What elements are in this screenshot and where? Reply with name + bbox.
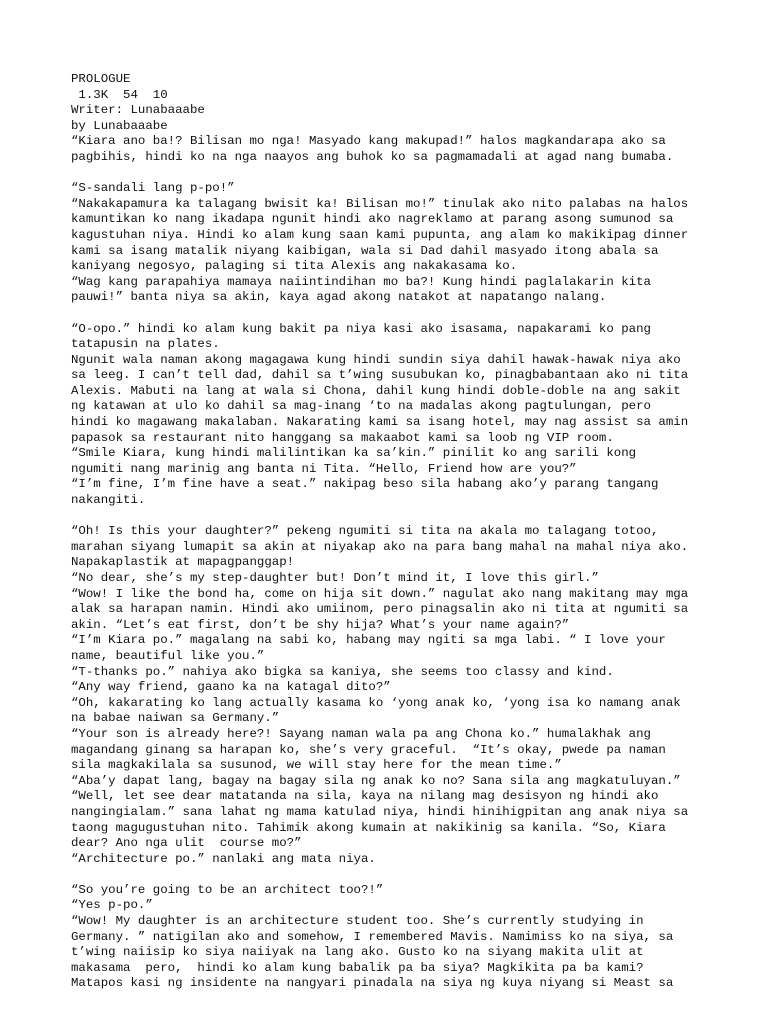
writer-credit: Writer: Lunabaaabe xyxy=(71,103,205,118)
paragraph-gap xyxy=(71,867,711,883)
story-text xyxy=(71,134,711,992)
story-line: “Oh, kakarating ko lang actually kasama ko ‘yong anak ko, ‘yong isa ko namang anak xyxy=(71,695,681,710)
story-line: nangingialam.” sana lahat ng mama katulad niya, hindi hinihigpitan ang anak niya sa xyxy=(71,804,689,819)
story-line: marahan siyang lumapit sa akin at niyakap ako na para bang mahal na mahal niya ako. xyxy=(71,539,689,554)
author-byline: by Lunabaaabe xyxy=(71,118,168,133)
story-line: papasok sa restaurant nito hanggang sa makaabot kami sa loob ng VIP room. xyxy=(71,430,614,445)
story-line: “Wow! My daughter is an architecture student too. She’s currently studying in xyxy=(71,914,644,929)
story-line: Matapos kasi ng insidente na nangyari pinadala na siya ng kuya niyang si Meast sa xyxy=(71,976,674,991)
story-line: “Your son is already here?! Sayang naman wala pa ang Chona ko.” humalakhak ang xyxy=(71,726,651,741)
story-line: “Yes p-po.” xyxy=(71,898,153,913)
paragraph-gap xyxy=(71,509,711,525)
story-line: akin. “Let’s eat first, don’t be shy hija? What’s your name again?” xyxy=(71,617,570,632)
story-line: na babae naiwan sa Germany.” xyxy=(71,711,280,726)
story-line: makasama pero, hindi ko alam kung babalik pa ba siya? Magkikita pa ba kami? xyxy=(71,960,644,975)
story-line: kaniyang negosyo, palaging si tita Alexis ang nakakasama ko. xyxy=(71,259,518,274)
story-line: tatapusin na plates. xyxy=(71,337,220,352)
story-line: “T-thanks po.” nahiya ako bigka sa kaniya, she seems too classy and kind. xyxy=(71,664,614,679)
story-line: Alexis. Mabuti na lang at wala si Chona, dahil kung hindi doble-doble na ang sakit xyxy=(71,383,681,398)
story-line: taong magugustuhan nito. Tahimik akong kumain at nakikinig sa kanila. “So, Kiara xyxy=(71,820,666,835)
story-line: Germany. ” natigilan ako and somehow, I remembered Mavis. Namimiss ko na siya, sa xyxy=(71,929,674,944)
story-line: alak sa harapan namin. Hindi ako umiinom, pero pinagsalin ako ni tita at ngumiti sa xyxy=(71,602,689,617)
story-line: pagbihis, hindi ko na nga naayos ang buhok ko sa pagmamadali at agad nang bumaba. xyxy=(71,149,674,164)
story-line: kami sa isang matalik niyang kaibigan, wala si Dad dahil masyado itong abala sa xyxy=(71,243,659,258)
story-line: kamuntikan ko nang ikadapa ngunit hindi ako nagreklamo at parang asong sumunod sa xyxy=(71,212,674,227)
story-line: “Wag kang parapahiya mamaya naiintindihan mo ba?! Kung hindi paglalakarin kita xyxy=(71,274,651,289)
story-line: “I’m fine, I’m fine have a seat.” nakipag beso sila habang ako’y parang tangang xyxy=(71,477,659,492)
story-line: “Kiara ano ba!? Bilisan mo nga! Masyado kang makupad!” halos magkandarapa ako sa xyxy=(71,134,666,149)
story-line: name, beautiful like you.” xyxy=(71,648,265,663)
story-line: “O-opo.” hindi ko alam kung bakit pa niya kasi ako isasama, napakarami ko pang xyxy=(71,321,651,336)
story-line: “I’m Kiara po.” magalang na sabi ko, habang may ngiti sa mga labi. “ I love your xyxy=(71,633,666,648)
story-line: sa leeg. I can’t tell dad, dahil sa t’wing susubukan ko, pinagbabantaan ako ni tita xyxy=(71,368,689,383)
story-line: “No dear, she’s my step-daughter but! Don’t mind it, I love this girl.” xyxy=(71,571,599,585)
story-line: “Well, let see dear matatanda na sila, kaya na nilang mag desisyon ng hindi ako xyxy=(71,789,659,804)
story-line: pauwi!” banta niya sa akin, kaya agad akong natakot at napatango nalang. xyxy=(71,290,607,305)
story-line: Napakaplastik at mapagpanggap! xyxy=(71,555,295,570)
story-line: “Smile Kiara, kung hindi malilintikan ka sa’kin.” pinilit ko ang sarili kong xyxy=(71,446,637,461)
story-line: “So you’re going to be an architect too?!” xyxy=(71,882,384,897)
paragraph-gap xyxy=(71,306,711,322)
story-line: “Wow! I like the bond ha, come on hija sit down.” nagulat ako nang makitang may mga xyxy=(71,586,689,601)
story-line: dear? Ano nga ulit course mo?” xyxy=(71,836,302,851)
story-line: nakangiti. xyxy=(71,493,146,508)
chapter-title: PROLOGUE xyxy=(71,72,131,86)
story-line: “Architecture po.” nanlaki ang mata niya. xyxy=(71,851,376,866)
story-line: sila magkakilala sa susunod, we will stay here for the mean time.” xyxy=(71,758,562,773)
story-line: “Aba’y dapat lang, bagay na bagay sila ng anak ko no? Sana sila ang magkatuluyan.” xyxy=(71,773,681,788)
paragraph-gap xyxy=(71,166,711,182)
story-line: “Nakakapamura ka talagang bwisit ka! Bilisan mo!” tinulak ako nito palabas na halos xyxy=(71,196,689,211)
story-line: ngumiti nang marinig ang banta ni Tita. “Hello, Friend how are you?” xyxy=(71,461,577,476)
chapter-stats: 1.3K 54 10 xyxy=(71,87,168,102)
story-line: Ngunit wala naman akong magagawa kung hindi sundin siya dahil hawak-hawak niya ako xyxy=(71,352,681,367)
story-line: hindi ko magawang makalaban. Nakarating kami sa isang hotel, may nag assist sa amin xyxy=(71,415,689,430)
story-line: t’wing naiisip ko siya naiiyak na lang ako. Gusto ko na siyang makita ulit at xyxy=(71,945,644,960)
story-line: “S-sandali lang p-po!” xyxy=(71,181,235,196)
story-line: magandang ginang sa harapan ko, she’s very graceful. “It’s okay, pwede pa naman xyxy=(71,742,666,757)
story-line: kagustuhan niya. Hindi ko alam kung saan kami pupunta, ang alam ko makikipag dinner xyxy=(71,227,689,242)
document-body xyxy=(71,72,711,992)
story-line: “Oh! Is this your daughter?” pekeng ngumiti si tita na akala mo talagang totoo, xyxy=(71,524,659,539)
story-line: ng katawan at ulo ko dahil sa mag-inang ‘to na madalas akong pagtulungan, pero xyxy=(71,399,651,414)
story-line: “Any way friend, gaano ka na katagal dito?” xyxy=(71,680,391,695)
